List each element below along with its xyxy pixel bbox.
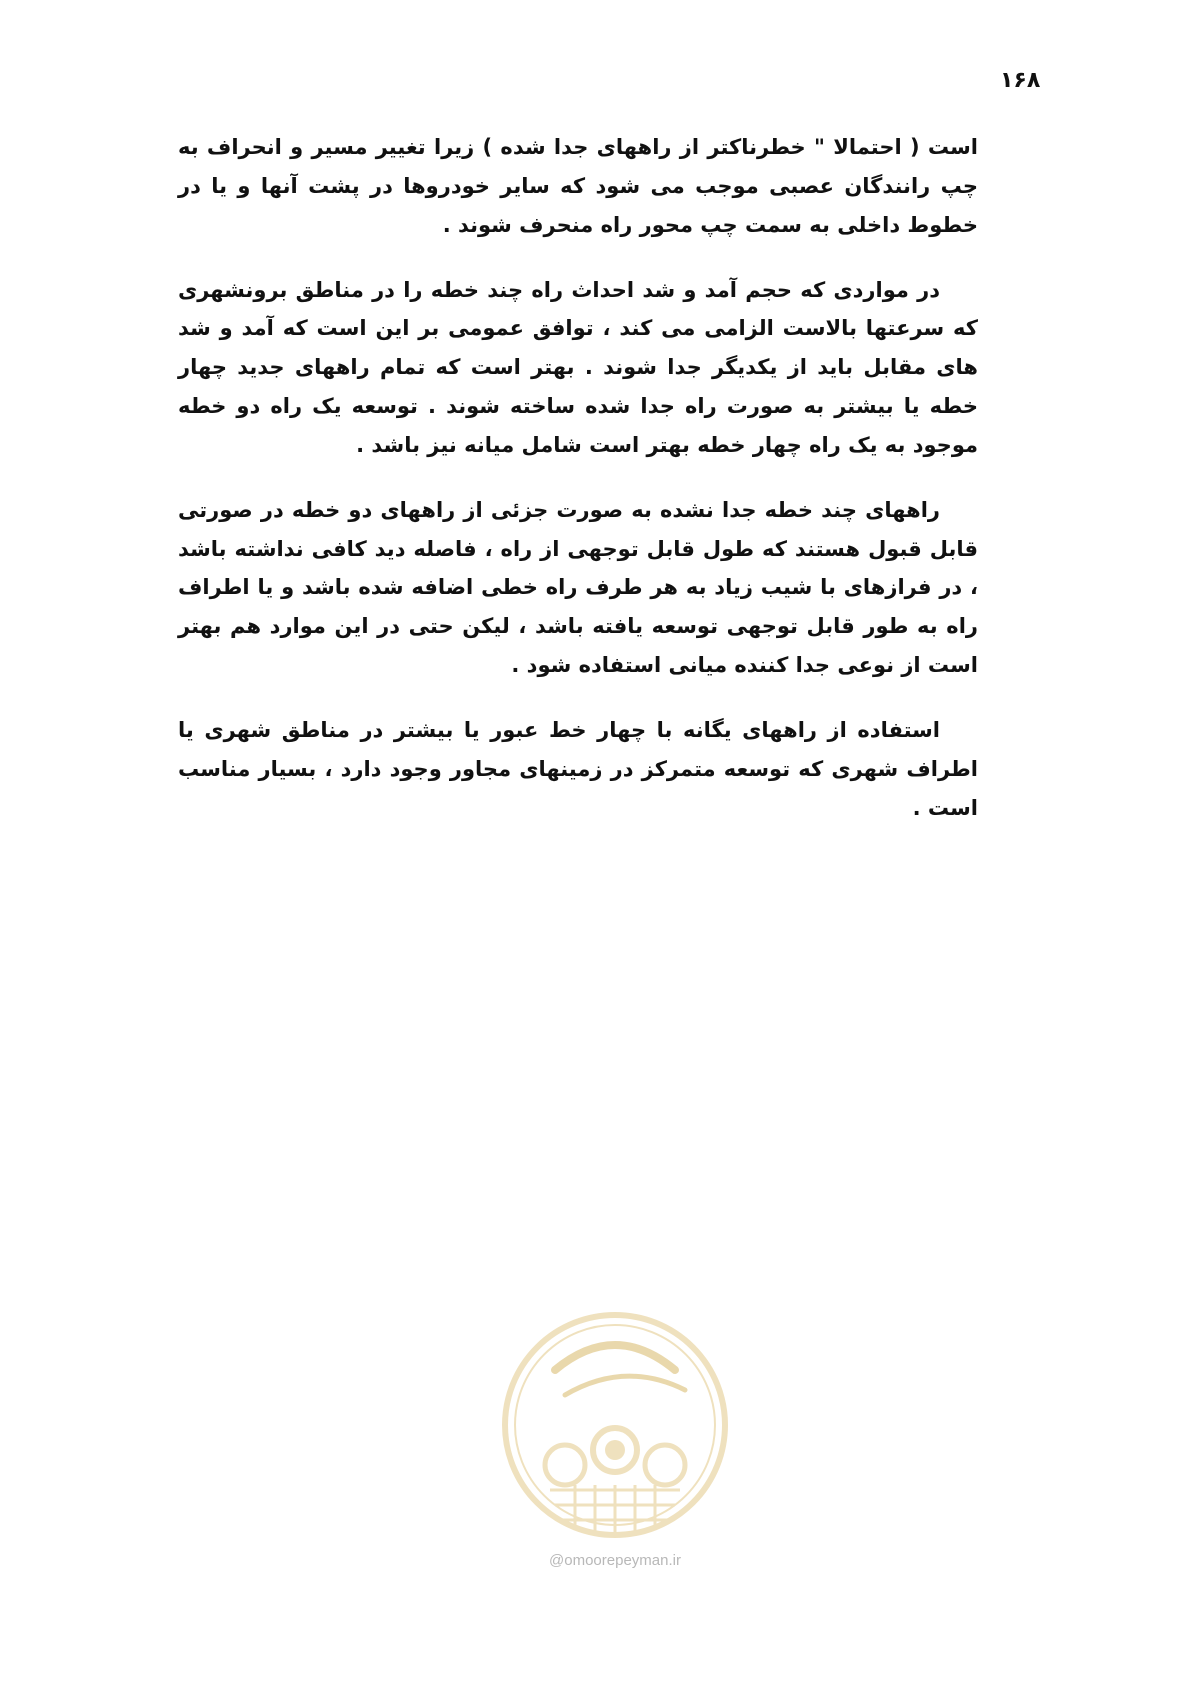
- paragraph-2: در مواردی که حجم آمد و شد احداث راه چند خطه را در مناطق برونشهری که سرعتها بالاست الزامی می کند ، توافق عمومی بر این است که آمد و شد های مقابل باید از یکدیگر جدا شوند . بهتر است که تمام راههای جدید چهار خطه یا بیشتر به صورت راه جدا شده ساخته شوند . توسعه یک راه دو خطه موجود به یک راه چهار خطه بهتر است شامل میانه نیز باشد .: [178, 277, 978, 457]
- watermark-caption: @omoorepeyman.ir: [549, 1552, 681, 1569]
- watermark-logo: [495, 1300, 735, 1570]
- page-number: ۱۶۸: [1000, 68, 1041, 93]
- paragraph-1: است ( احتمالا " خطرناکتر از راههای جدا شده ) زیرا تغییر مسیر و انحراف به چپ رانندگان عصبی موجب می شود که سایر خودروها در پشت آنها و یا در خطوط داخلی به سمت چپ محور راه منحرف شوند .: [178, 135, 978, 237]
- document-body: [178, 128, 978, 854]
- paragraph-3: راههای چند خطه جدا نشده به صورت جزئی از راههای دو خطه در صورتی قابل قبول هستند که طول قابل توجهی از راه ، فاصله دید کافی نداشته باشد ، در فرازهای با شیب زیاد به هر طرف راه خطی اضافه شده باشد و یا اطراف راه به طور قابل توجهی توسعه یافته باشد ، لیکن حتی در این موارد هم بهتر است از نوعی جدا کننده میانی استفاده شود .: [178, 497, 978, 678]
- paragraph-4: استفاده از راههای یگانه با چهار خط عبور یا بیشتر در مناطق شهری یا اطراف شهری که توسعه متمرکز در زمینهای مجاور وجود دارد ، بسیار مناسب است .: [178, 717, 978, 820]
